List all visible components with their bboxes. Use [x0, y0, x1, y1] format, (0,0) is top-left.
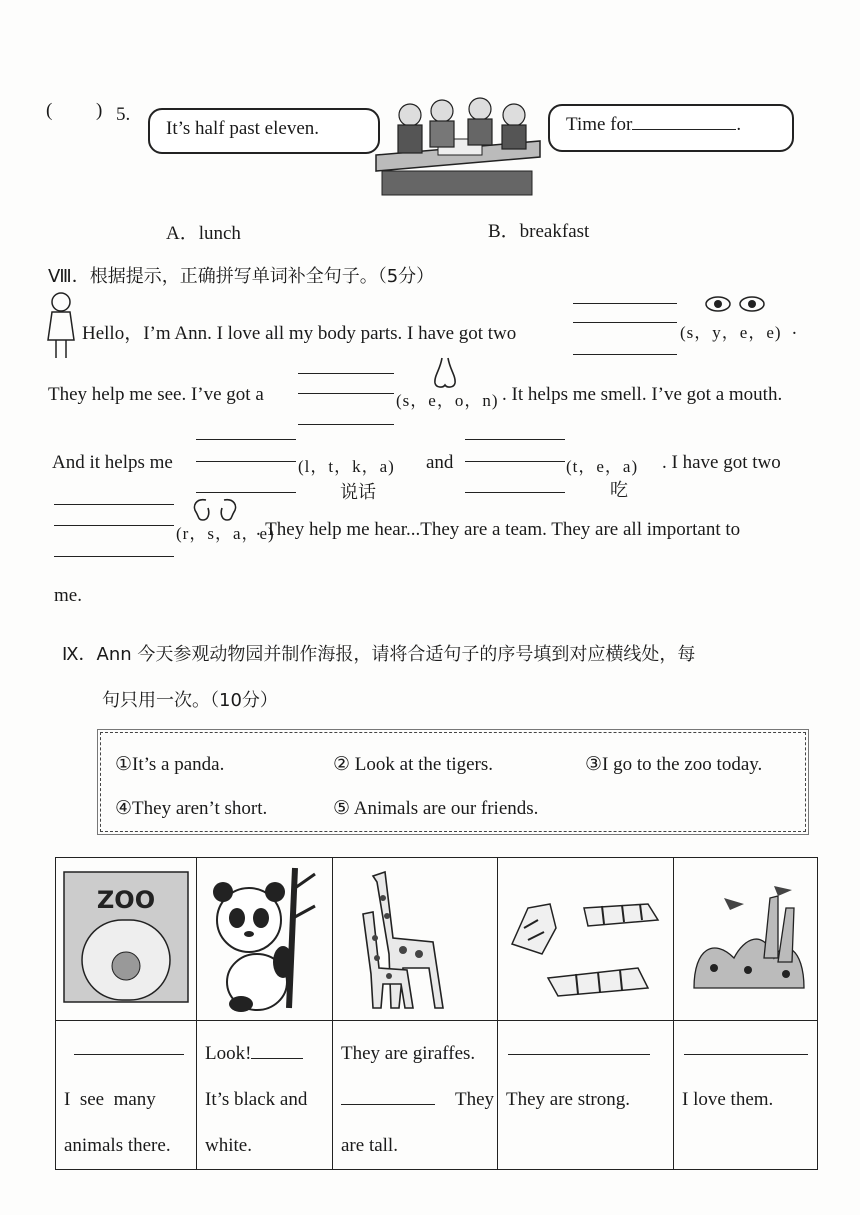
guide-line — [298, 424, 394, 425]
section8-heading: Ⅷ．根据提示，正确拼写单词补全句子。（5分） — [48, 266, 435, 287]
cn-speak: 说话 — [340, 482, 376, 503]
tigers-picture-cell — [498, 858, 674, 1021]
poster-cell-3-line2: They — [455, 1089, 495, 1110]
poster-cell-1-line2: I see many — [64, 1089, 156, 1110]
section9-heading-line2: 句只用一次。（10分） — [102, 690, 278, 711]
zoo-poster-table — [55, 857, 818, 1170]
ears-answer-line[interactable] — [54, 525, 174, 526]
poster-cell-3 — [333, 1021, 498, 1170]
s8-line1-period: . — [792, 318, 797, 339]
animals-group-icon — [674, 858, 817, 1020]
poster-cell-3-line3: are tall. — [341, 1135, 398, 1156]
guide-line — [196, 492, 296, 493]
ann-girl-icon — [44, 290, 78, 362]
option-2: ② Look at the tigers. — [333, 754, 494, 775]
eyes-icon — [704, 294, 768, 314]
s8-line1: Hello，I’m Ann. I love all my body parts. I have got two — [82, 323, 517, 344]
giraffes-icon — [333, 858, 497, 1020]
speech-bubble-left — [148, 108, 380, 154]
cn-eat: 吃 — [610, 480, 628, 501]
option-3: ③I go to the zoo today. — [585, 754, 763, 775]
sentence-options-box — [100, 732, 806, 832]
poster-cell-3-line1: They are giraffes. — [341, 1043, 476, 1064]
poster-cell-5 — [674, 1021, 818, 1170]
guide-line — [573, 354, 677, 355]
poster-cell-5-line2: I love them. — [682, 1089, 774, 1110]
option-1: ①It’s a panda. — [115, 754, 225, 775]
guide-line — [465, 492, 565, 493]
hint-nose: (s，e，o，n) — [396, 391, 499, 410]
answer-blank[interactable] — [632, 129, 736, 130]
guide-line — [196, 439, 296, 440]
zoo-sign-text: ZOO — [96, 886, 156, 914]
s8-and: and — [426, 452, 454, 473]
s8-line2: They help me see. I’ve got a — [48, 384, 264, 405]
bubble-left-text: It’s half past eleven. — [166, 118, 320, 139]
hint-ears: (r，s，a，e) — [176, 524, 275, 543]
poster-cell-1 — [56, 1021, 197, 1170]
poster-cell-4-line2: They are strong. — [506, 1089, 630, 1110]
eyes-answer-line[interactable] — [573, 322, 677, 323]
option-a: A．lunch — [166, 223, 241, 244]
bubble-right-period: . — [736, 114, 742, 135]
option-b: B．breakfast — [488, 221, 590, 242]
answer-paren-open: ( — [46, 100, 53, 121]
tigers-icon — [498, 858, 673, 1020]
option-5: ⑤ Animals are our friends. — [333, 798, 539, 819]
guide-line — [54, 556, 174, 557]
poster-cell-2-line1: Look! — [205, 1043, 252, 1064]
nose-answer-line[interactable] — [298, 393, 394, 394]
poster-blank-4[interactable] — [508, 1054, 650, 1055]
s8-line2-end: . It helps me smell. I’ve got a mouth. — [502, 384, 783, 405]
question-number: 5. — [116, 104, 131, 125]
poster-cell-2 — [197, 1021, 333, 1170]
giraffes-picture-cell — [333, 858, 498, 1021]
poster-blank-2[interactable] — [251, 1058, 303, 1059]
poster-cell-2-line3: white. — [205, 1135, 252, 1156]
s8-line3-end: . I have got two — [662, 452, 781, 473]
poster-blank-1[interactable] — [74, 1054, 184, 1055]
guide-line — [573, 303, 677, 304]
poster-cell-1-line3: animals there. — [64, 1135, 171, 1156]
poster-blank-3[interactable] — [341, 1104, 435, 1105]
speech-bubble-right — [548, 104, 794, 152]
guide-line — [298, 373, 394, 374]
panda-picture-cell — [197, 858, 333, 1021]
section9-heading-line1: Ⅸ．Ann 今天参观动物园并制作海报，请将合适句子的序号填到对应横线处，每 — [62, 644, 696, 665]
animals-picture-cell — [674, 858, 818, 1021]
s8-line4-end: . They help me hear...They are a team. They are all important to — [256, 519, 741, 540]
poster-blank-5[interactable] — [684, 1054, 808, 1055]
speak-answer-line[interactable] — [196, 461, 296, 462]
panda-icon — [197, 858, 332, 1020]
hint-eyes: (s，y，e，e) — [680, 323, 782, 342]
guide-line — [465, 439, 565, 440]
hint-speak: (l，t，k，a) — [298, 457, 395, 476]
bubble-right-text: Time for — [566, 114, 633, 135]
poster-cell-4 — [498, 1021, 674, 1170]
s8-line3: And it helps me — [52, 452, 173, 473]
guide-line — [54, 504, 174, 505]
eat-answer-line[interactable] — [465, 461, 565, 462]
answer-paren-close: ) — [96, 100, 103, 121]
s8-line5: me. — [54, 585, 82, 606]
zoo-gate-icon — [56, 858, 196, 1020]
option-4: ④They aren’t short. — [115, 798, 268, 819]
hint-eat: (t，e，a) — [566, 457, 639, 476]
nose-icon — [430, 356, 460, 390]
poster-cell-2-line2: It’s black and — [205, 1089, 308, 1110]
zoo-gate-picture-cell — [56, 858, 197, 1021]
students-at-table-illustration — [372, 97, 544, 197]
